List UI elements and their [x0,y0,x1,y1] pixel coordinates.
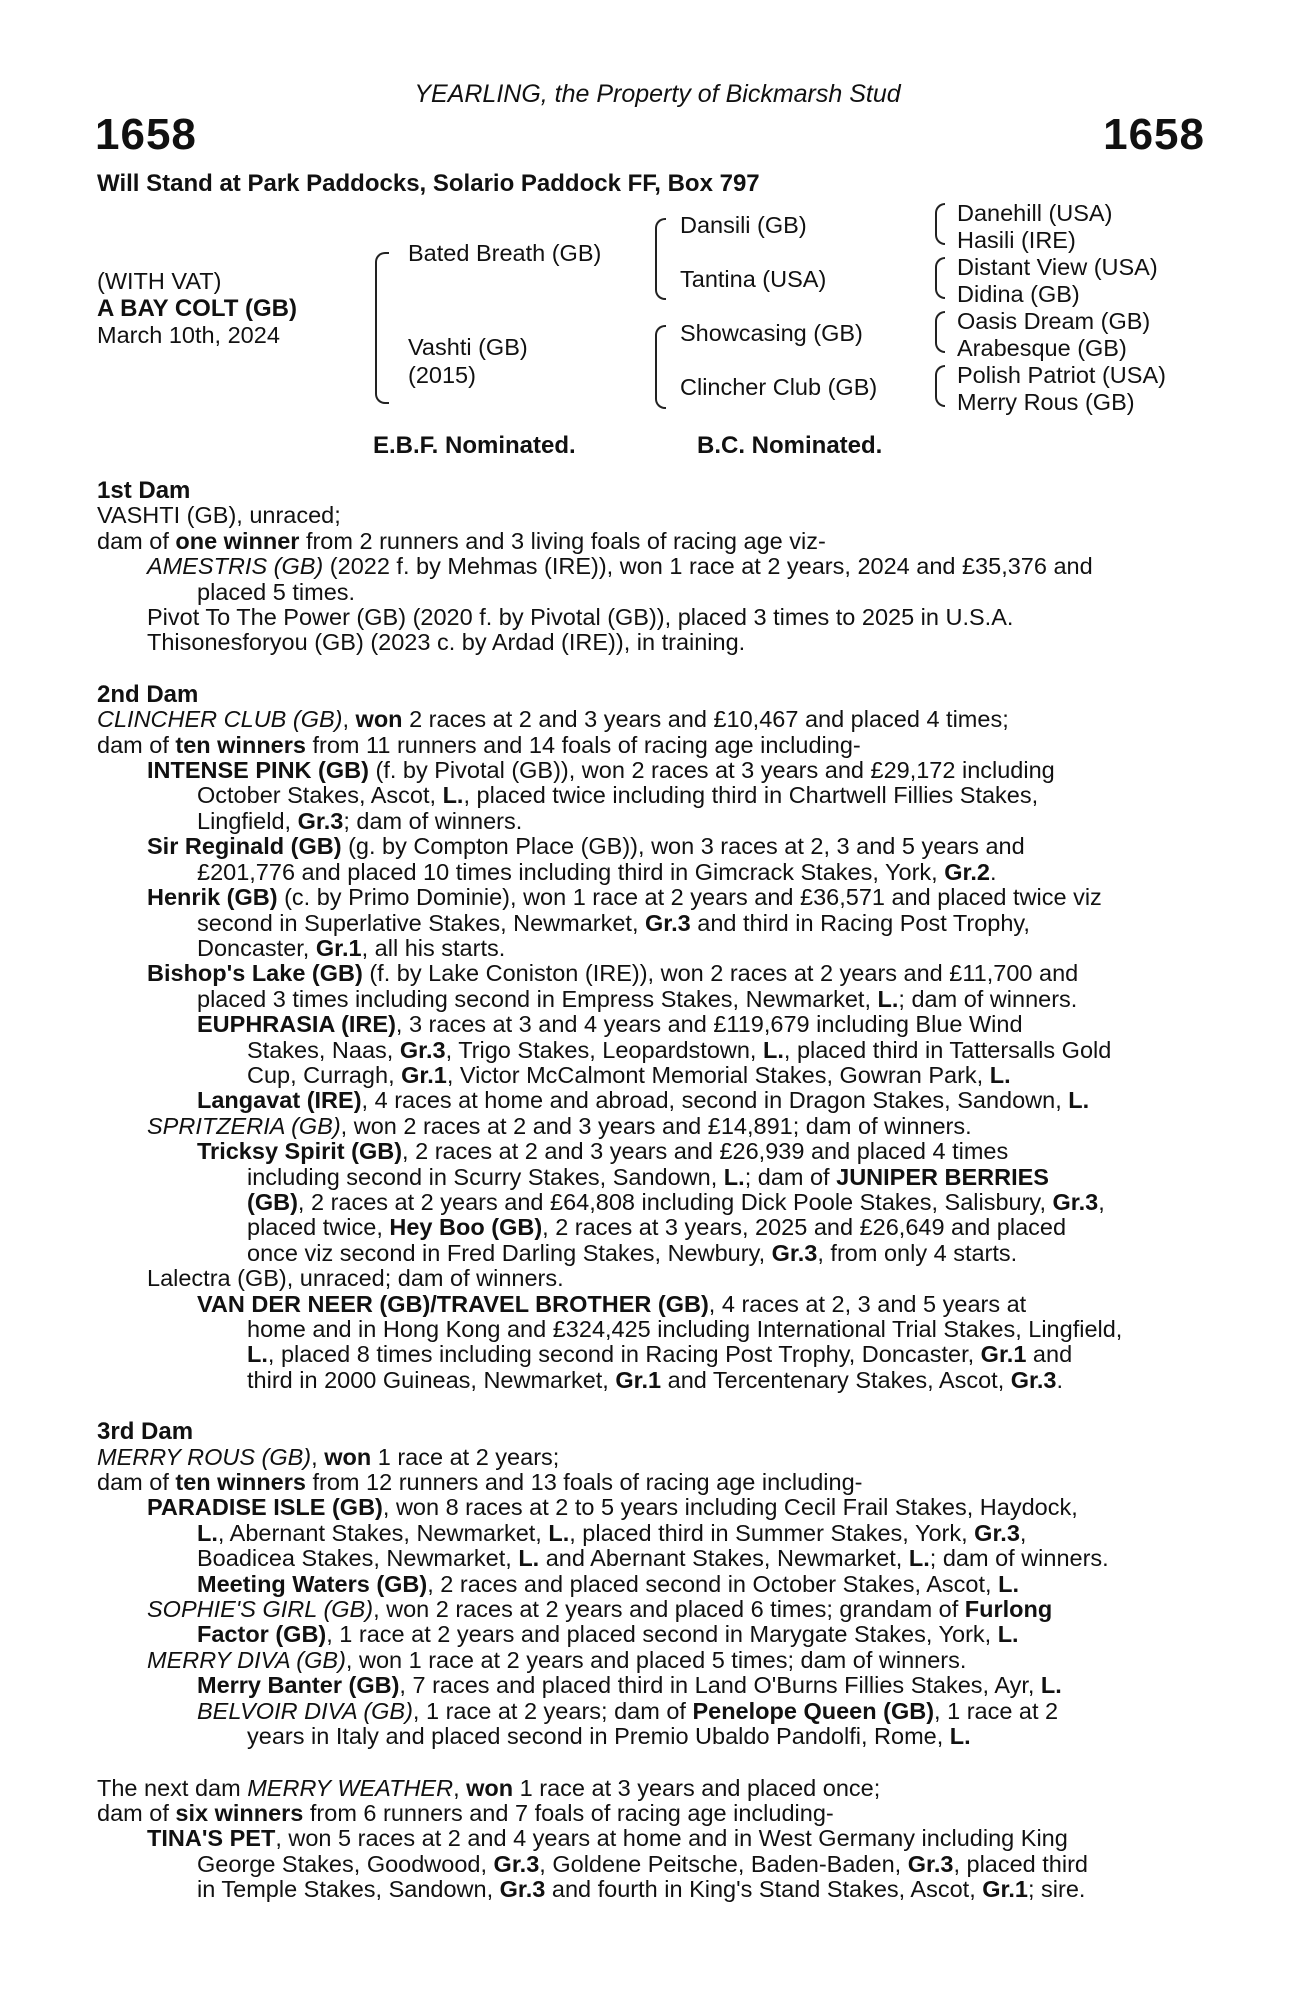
pedigree-brace [375,252,389,404]
dam-year: (2015) [408,362,476,388]
second-dam-text: CLINCHER CLUB (GB), won 2 races at 2 and 3 years and £10,467 and placed 4 times; dam of ten winners from 11 runners and 14 foals of racing age including- INTENSE PINK (GB) (f. by Pivotal (GB)), won 2 races at 3 years and £29,172 including October Stakes, Ascot, L., placed twice including third in Chartwell Fillies Stakes, Lingfield, Gr.3; dam of winners. Sir Reginald (GB) (g. by Compton Place (GB)), won 3 races at 2, 3 and 5 years and £201,776 and placed 10 times including third in Gimcrack Stakes, York, Gr.2. Henrik (GB) (c. by Primo Dominie), won 1 race at 2 years and £36,571 and placed twice viz second in Superlative Stakes, Newmarket, Gr.3 and third in Racing Post Trophy, Doncaster, Gr.1, all his starts. Bishop's Lake (GB) (f. by Lake Coniston (IRE)), won 2 races at 2 years and £11,700 and placed 3 times including second in Empress Stakes, Newmarket, L.; dam of winners. EUPHRASIA (IRE), 3 races at 3 and 4 years and £119,679 including Blue Wind Stakes, Naas, Gr.3, Trigo Stakes, Leopardstown, L., placed third in Tattersalls Gold Cup, Curragh, Gr.1, Victor McCalmont Memorial Stakes, Gowran Park, L. Langavat (IRE), 4 races at home and abroad, second in Dragon Stakes, Sandown, L. SPRITZERIA (GB), won 2 races at 2 and 3 years and £14,891; dam of winners. Tricksy Spirit (GB), 2 races at 2 and 3 years and £26,939 and placed 4 times including second in Scurry Stakes, Sandown, L.; dam of JUNIPER BERRIES (GB), 2 races at 2 years and £64,808 including Dick Poole Stakes, Salisbury, Gr.3, placed twice, Hey Boo (GB), 2 races at 3 years, 2025 and £26,649 and placed once viz second in Fred Darling Stakes, Newbury, Gr.3, from only 4 starts. Lalectra (GB), unraced; dam of winners. VAN DER NEER (GB)/TRAVEL BROTHER (GB), 4 races at 2, 3 and 5 years at home and in Hong Kong and £324,425 including International Trial Stakes, Lingfield, L., placed 8 times including second in Racing Post Trophy, Doncaster, Gr.1 and third in 2000 Guineas, Newmarket, Gr.1 and Tercentenary Stakes, Ascot, Gr.3. [97,706,1123,1393]
pedigree-brace [935,257,945,299]
pedigree-brace [655,218,666,300]
pedigree-brace [935,311,945,353]
catalogue-header: YEARLING, the Property of Bickmarsh Stud [414,80,901,108]
lot-number-right: 1658 [1103,110,1205,159]
ebf-nomination: E.B.F. Nominated. [373,432,576,459]
dam-name: Vashti (GB) [408,334,528,360]
bc-nomination: B.C. Nominated. [697,432,883,459]
sire-name: Bated Breath (GB) [408,240,602,266]
gen3-2: Hasili (IRE) [957,227,1076,253]
gen3-5: Oasis Dream (GB) [957,308,1151,334]
lot-number-left: 1658 [95,110,197,159]
pedigree-brace [655,325,666,409]
gen3-4: Didina (GB) [957,281,1080,307]
third-dam-heading: 3rd Dam [97,1418,194,1446]
first-dam-text: VASHTI (GB), unraced; dam of one winner from 2 runners and 3 living foals of racing age viz- AMESTRIS (GB) (2022 f. by Mehmas (IRE)), won 1 race at 2 years, 2024 and £35,376 and placed 5 times. Pivot To The Power (GB) (2020 f. by Pivotal (GB)), placed 3 times to 2025 in U.S.A. Thisonesforyou (GB) (2023 c. by Ardad (IRE)), in training. [97,502,1093,656]
pedigree-brace [935,365,945,407]
stand-location: Will Stand at Park Paddocks, Solario Paddock FF, Box 797 [97,170,760,197]
gen3-1: Danehill (USA) [957,200,1113,226]
first-dam-heading: 1st Dam [97,477,191,504]
second-dam-heading: 2nd Dam [97,680,199,708]
sire-sire: Dansili (GB) [680,212,807,238]
next-dam-text: The next dam MERRY WEATHER, won 1 race at 3 years and placed once; dam of six winners from 6 runners and 7 foals of racing age including- TINA'S PET, won 5 races at 2 and 4 years at home and in West Germany including King George Stakes, Goodwood, Gr.3, Goldene Peitsche, Baden-Baden, Gr.3, placed third in Temple Stakes, Sandown, Gr.3 and fourth in King's Stand Stakes, Ascot, Gr.1; sire. [97,1774,1088,1903]
pedigree-brace [935,203,945,245]
horse-name: A BAY COLT (GB) [97,295,298,322]
foaling-date: March 10th, 2024 [97,322,280,348]
dam-sire: Showcasing (GB) [680,320,863,346]
gen3-7: Polish Patriot (USA) [957,362,1166,388]
gen3-3: Distant View (USA) [957,254,1158,280]
third-dam-text: MERRY ROUS (GB), won 1 race at 2 years; dam of ten winners from 12 runners and 13 foals of racing age including- PARADISE ISLE (GB), won 8 races at 2 to 5 years including Cecil Frail Stakes, Haydock, L., Abernant Stakes, Newmarket, L., placed third in Summer Stakes, York, Gr.3, Boadicea Stakes, Newmarket, L. and Abernant Stakes, Newmarket, L.; dam of winners. Meeting Waters (GB), 2 races and placed second in October Stakes, Ascot, L. SOPHIE'S GIRL (GB), won 2 races at 2 years and placed 6 times; grandam of Furlong Factor (GB), 1 race at 2 years and placed second in Marygate Stakes, York, L. MERRY DIVA (GB), won 1 race at 2 years and placed 5 times; dam of winners. Merry Banter (GB), 7 races and placed third in Land O'Burns Fillies Stakes, Ayr, L. BELVOIR DIVA (GB), 1 race at 2 years; dam of Penelope Queen (GB), 1 race at 2 years in Italy and placed second in Premio Ubaldo Pandolfi, Rome, L. [97,1443,1109,1750]
gen3-6: Arabesque (GB) [957,335,1127,361]
vat-note: (WITH VAT) [97,268,222,294]
dam-dam: Clincher Club (GB) [680,374,878,400]
sire-dam: Tantina (USA) [680,266,827,292]
gen3-8: Merry Rous (GB) [957,389,1135,415]
produce-record [97,478,1207,1903]
